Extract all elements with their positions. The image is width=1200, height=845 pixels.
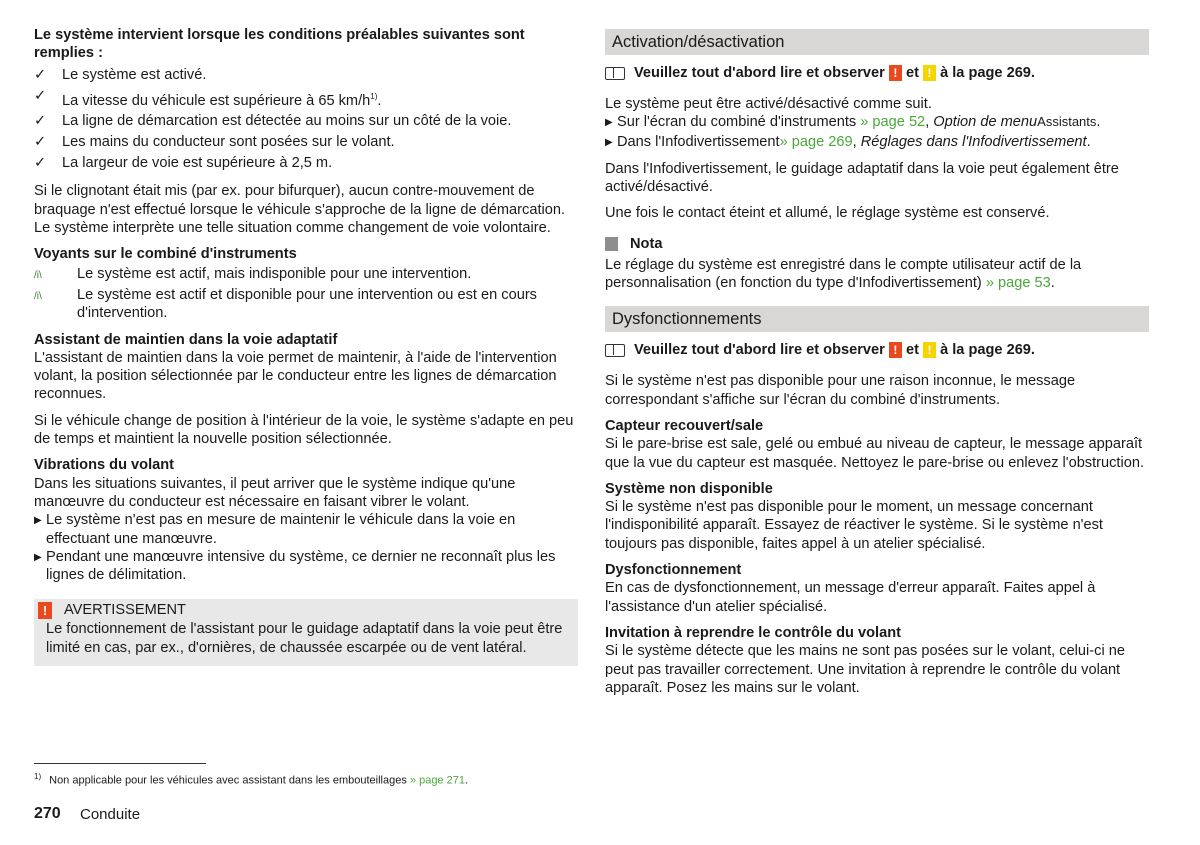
vibration-paragraph: Dans les situations suivantes, il peut arriver que le système indique qu'une manœuvre du conducteur est nécessaire en faisant vibrer le volant. (34, 475, 516, 510)
activation-intro: Le système peut être activé/désactivé comme suit. (605, 96, 932, 112)
caution-icon: ! (923, 342, 936, 358)
blinker-paragraph: Si le clignotant était mis (par ex. pour bifurquer), aucun contre-mouvement de braquage n'est effectué lorsque le véhicule s'approche de la ligne de démarcation. Le système interprète une telle situation comme changement de voie volontaire. (34, 183, 566, 237)
read-first-notice: Veuillez tout d'abord lire et observer ! et ! à la page 269. (605, 64, 1149, 82)
vibration-item: ▶ Le système n'est pas en mesure de maintenir le véhicule dans la voie en effectuant une manœuvre. (34, 512, 516, 547)
vibration-title: Vibrations du volant (34, 457, 175, 474)
left-column (34, 26, 578, 666)
condition-item: ✓ Le système est activé. (34, 65, 578, 86)
indicator-row: /i\ Le système est actif et disponible pour une intervention ou est en cours d'intervention. (34, 286, 537, 322)
condition-item: ✓ Les mains du conducteur sont posées sur le volant. (34, 132, 578, 153)
book-icon (605, 344, 625, 357)
footnote: $^{1)}$ Non applicable pour les véhicules avec assistant dans les embouteillages » page 271. (34, 772, 469, 787)
malfunction-title: Dysfonctionnement (605, 562, 742, 579)
conditions-intro: Le système intervient lorsque les conditions préalables suivantes sont remplies : (34, 27, 525, 62)
sensor-title: Capteur recouvert/sale (605, 417, 764, 434)
infotainment-paragraph: Dans l'Infodivertissement, le guidage adaptatif dans la voie peut également être activé/désactivé. (605, 160, 1119, 196)
check-icon: ✓ (34, 66, 47, 83)
sysunav-title: Système non disponible (605, 480, 773, 497)
adaptive-paragraph: L'assistant de maintien dans la voie permet de maintenir, à l'aide de l'intervention volant, la position sélectionnée par le conducteur entre les lignes de démarcation reconnues. (34, 349, 557, 403)
takeover-paragraph: Si le système détecte que les mains ne sont pas posées sur le volant, celui-ci ne peut pas travailler correctement. Une invitation à reprendre le contrôle du volant apparaît. Posez les mains sur le volant. (605, 643, 1125, 696)
indicators-title: Voyants sur le combiné d'instruments (34, 246, 297, 263)
page-link[interactable]: » page 269 (779, 133, 853, 150)
caution-icon: ! (923, 65, 936, 81)
arrow-icon: ▶ (605, 117, 613, 129)
arrow-icon: ▶ (34, 515, 42, 527)
page-link[interactable]: » page 271 (409, 774, 465, 787)
lane-assist-icon: /i\ (34, 269, 42, 281)
warning-header (34, 600, 566, 620)
activation-item: ▶ Sur l'écran du combiné d'instruments » page 52, Option de menuAssistants. (605, 113, 1149, 132)
warning-icon: ! (889, 342, 902, 358)
note-header: Nota (605, 235, 1149, 253)
adaptive-paragraph-2: Si le véhicule change de position à l'intérieur de la voie, le système s'adapte en peu de temps et maintient la nouvelle position sélectionnée. (34, 412, 574, 448)
arrow-icon: ▶ (605, 136, 613, 148)
check-icon: ✓ (34, 155, 47, 172)
warning-icon: ! (889, 65, 902, 81)
arrow-icon: ▶ (34, 551, 42, 563)
ignition-paragraph: Une fois le contact éteint et allumé, le réglage système est conservé. (605, 205, 1050, 222)
page-section: Conduite (80, 806, 141, 823)
footnote-ref: 1) (370, 91, 378, 101)
indicator-row: /i\ Le système est actif, mais indisponible pour une intervention. (34, 265, 578, 285)
note-text: Le réglage du système est enregistré dans le compte utilisateur actif de la personnalisation (en fonction du type d'Infodivertissement) » page 53. (605, 256, 1082, 292)
vibration-item: ▶ Pendant une manœuvre intensive du système, ce dernier ne reconnaît plus les lignes de délimitation. (34, 548, 556, 584)
check-icon: ✓ (34, 87, 47, 104)
book-icon (605, 67, 625, 80)
malfunction-paragraph: En cas de dysfonctionnement, un message d'erreur apparaît. Faites appel à l'assistance d'un atelier spécialisé. (605, 580, 1096, 615)
condition-item: ✓ La largeur de voie est supérieure à 2,5 m. (34, 153, 578, 174)
lane-assist-icon: /i\ (34, 290, 42, 302)
sensor-paragraph: Si le pare-brise est sale, gelé ou embué au niveau de capteur, le message apparaît que la vue du capteur est masquée. Nettoyez le pare-brise ou enlevez l'obstruction. (605, 436, 1145, 471)
warning-text: Le fonctionnement de l'assistant pour le guidage adaptatif dans la voie peut être limité en cas, par ex., d'ornières, de chaussée escarpée ou de vent latéral. (46, 621, 563, 656)
right-column (605, 26, 1149, 697)
condition-item: ✓ La ligne de démarcation est détectée au moins sur un côté de la voie. (34, 111, 578, 132)
condition-item: ✓ La vitesse du véhicule est supérieure à 65 $km/h^{1)}$. (34, 86, 578, 112)
conditions-list (34, 65, 578, 175)
activation-item: ▶ Dans l'Infodivertissement» page 269, Réglages dans l'Infodivertissement. (605, 133, 1149, 152)
page-link[interactable]: » page 53 (985, 275, 1051, 292)
warning-title: AVERTISSEMENT (64, 602, 186, 619)
warning-box (34, 599, 578, 666)
sysunav-paragraph: Si le système n'est pas disponible pour le moment, un message concernant l'indisponibilité apparaît. Essayez de réactiver le système. Si le système n'est toujours pas disponible, faites appel à un atelier spécialisé. (605, 499, 1103, 552)
note-icon (605, 237, 618, 251)
section-malfunction-title: Dysfonctionnements (605, 306, 1149, 332)
footnote-divider (34, 763, 206, 764)
check-icon: ✓ (34, 113, 47, 130)
check-icon: ✓ (34, 134, 47, 151)
read-first-notice: Veuillez tout d'abord lire et observer ! et ! à la page 269. (605, 341, 1149, 359)
takeover-title: Invitation à reprendre le contrôle du volant (605, 624, 901, 641)
section-activation-title: Activation/désactivation (605, 29, 1149, 55)
warning-icon: ! (38, 602, 52, 619)
adaptive-title: Assistant de maintien dans la voie adaptatif (34, 331, 338, 348)
unavailable-paragraph: Si le système n'est pas disponible pour une raison inconnue, le message correspondant s'affiche sur l'écran du combiné d'instruments. (605, 373, 1076, 408)
page-number: 270 (34, 805, 61, 822)
page-link[interactable]: » page 52 (860, 114, 926, 131)
